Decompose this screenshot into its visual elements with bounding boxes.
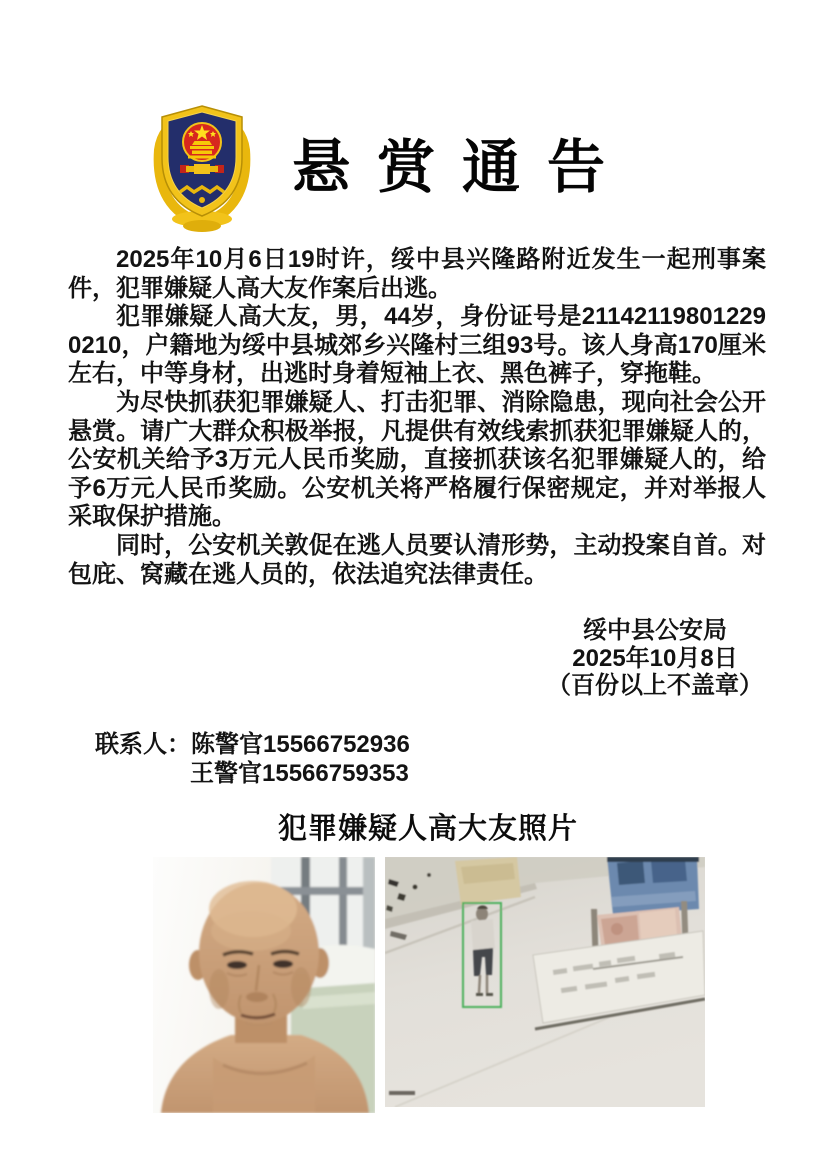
issue-date: 2025年10月8日 — [572, 644, 738, 672]
paragraph-suspect-details: 犯罪嫌疑人高大友，男，44岁，身份证号是211421198012290210，户籍地为绥中县城郊乡兴隆村三组93号。该人身高170厘米左右，中等身材，出逃时身着短袖上衣、黑色裤子，穿拖鞋。 — [68, 303, 766, 388]
page-title: 悬赏通告 — [292, 135, 633, 200]
paragraph-reward-terms: 为尽快抓获犯罪嫌疑人、打击犯罪、消除隐患，现向社会公开悬赏。请广大群众积极举报，凡提供有效线索抓获犯罪嫌疑人的，公安机关给予3万元人民币奖励，直接抓获该名犯罪嫌疑人的，给予6万元人民币奖励。公安机关将严格履行保密规定，并对举报人采取保护措施。 — [68, 388, 766, 531]
photos-caption: 犯罪嫌疑人高大友照片 — [277, 813, 578, 845]
contact-officer-1-phone: 15566752936 — [263, 731, 410, 758]
contact-line-1 — [95, 731, 410, 760]
contact-block — [95, 731, 410, 788]
suspect-portrait-photo — [153, 857, 375, 1113]
notice-body — [68, 246, 766, 589]
seal-note: （百份以上不盖章） — [547, 672, 763, 699]
contact-officer-2-name: 王警官 — [190, 759, 262, 787]
suspect-cctv-photo — [385, 857, 705, 1107]
issuing-agency: 绥中县公安局 — [583, 617, 727, 644]
police-badge-icon — [150, 102, 254, 234]
signature-block — [540, 617, 770, 700]
paragraph-case-summary: 2025年10月6日19时许，绥中县兴隆路附近发生一起刑事案件，犯罪嫌疑人高大友作案后出逃。 — [68, 246, 766, 302]
contact-label: 联系人： — [95, 731, 191, 758]
paragraph-surrender-warning: 同时，公安机关敦促在逃人员要认清形势，主动投案自首。对包庇、窝藏在逃人员的，依法追究法律责任。 — [68, 531, 766, 588]
contact-officer-2-phone: 15566759353 — [262, 759, 409, 787]
contact-line-2 — [95, 760, 410, 789]
contact-officer-1-name: 陈警官 — [191, 731, 263, 758]
